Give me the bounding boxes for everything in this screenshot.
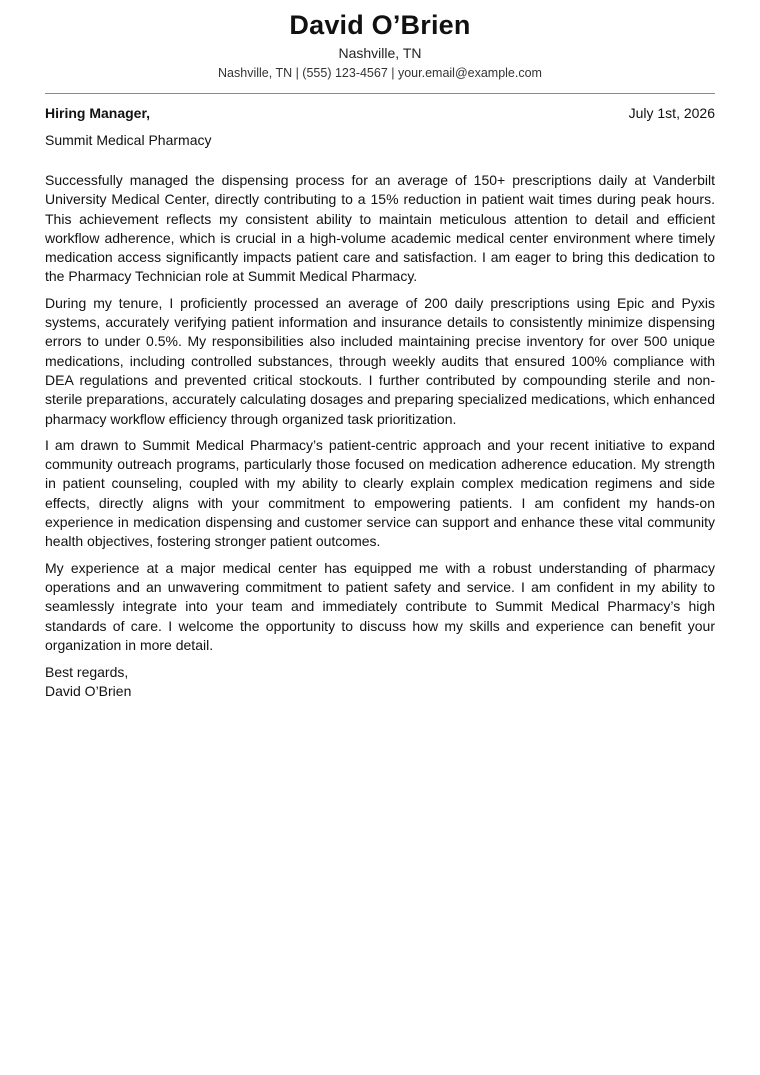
recipient-company: Summit Medical Pharmacy [45,132,212,148]
body-paragraph-3: I am drawn to Summit Medical Pharmacy’s patient-centric approach and your recent initiative to expand community outreach programs, particularly those focused on medication adherence education. My strength in patient counseling, coupled with my ability to clearly explain complex medication regimens and side effects, directly aligns with your commitment to empowering patients. I am confident my hands-on experience in medication dispensing and customer service can support and enhance these vital community health objectives, fostering stronger patient outcomes. [45,436,715,550]
header-divider [45,93,715,94]
body-paragraph-2: During my tenure, I proficiently processed an average of 200 daily prescriptions using Epic and Pyxis systems, accurately verifying patient information and insurance details to consistently minimize dispensing errors to under 0.5%. My responsibilities also included maintaining precise inventory for over 500 unique medications, including controlled substances, through weekly audits that ensured 100% compliance with DEA regulations and prevented critical stockouts. I further contributed by compounding sterile and non-sterile preparations, accurately calculating dosages and preparing specialized medications, which enhanced pharmacy workflow efficiency through organized task prioritization. [45,294,715,427]
signature-name: David O’Brien [45,683,132,700]
body-paragraph-1: Successfully managed the dispensing process for an average of 150+ prescriptions daily at Vanderbilt University Medical Center, directly contributing to a 15% reduction in patient wait times during peak hours. This achievement reflects my consistent ability to maintain meticulous attention to detail and efficient workflow adherence, which is crucial in a high-volume academic medical center environment where timely medication access significantly impacts patient care and satisfaction. I am eager to bring this dedication to the Pharmacy Technician role at Summit Medical Pharmacy. [45,172,715,285]
letter-body [45,171,715,655]
recipient-salutation: Hiring Manager, [45,105,151,121]
body-paragraph-4: My experience at a major medical center has equipped me with a robust understanding of pharmacy operations and an unwavering commitment to patient safety and service. I am confident in my ability to seamlessly integrate into your team and immediately contribute to Summit Medical Pharmacy’s high standards of care. I welcome the opportunity to discuss how my skills and experience can benefit your organization in more detail. [45,559,715,653]
letter-closing [45,663,715,702]
closing-phrase: Best regards, [45,664,129,681]
applicant-name: David O’Brien [289,10,471,40]
applicant-city: Nashville, TN [338,45,422,61]
recipient-date-row [45,104,715,122]
letter-header [45,0,715,81]
letter-date: July 1st, 2026 [628,105,715,121]
contact-line: Nashville, TN | (555) 123-4567 | your.email@example.com [218,66,542,80]
